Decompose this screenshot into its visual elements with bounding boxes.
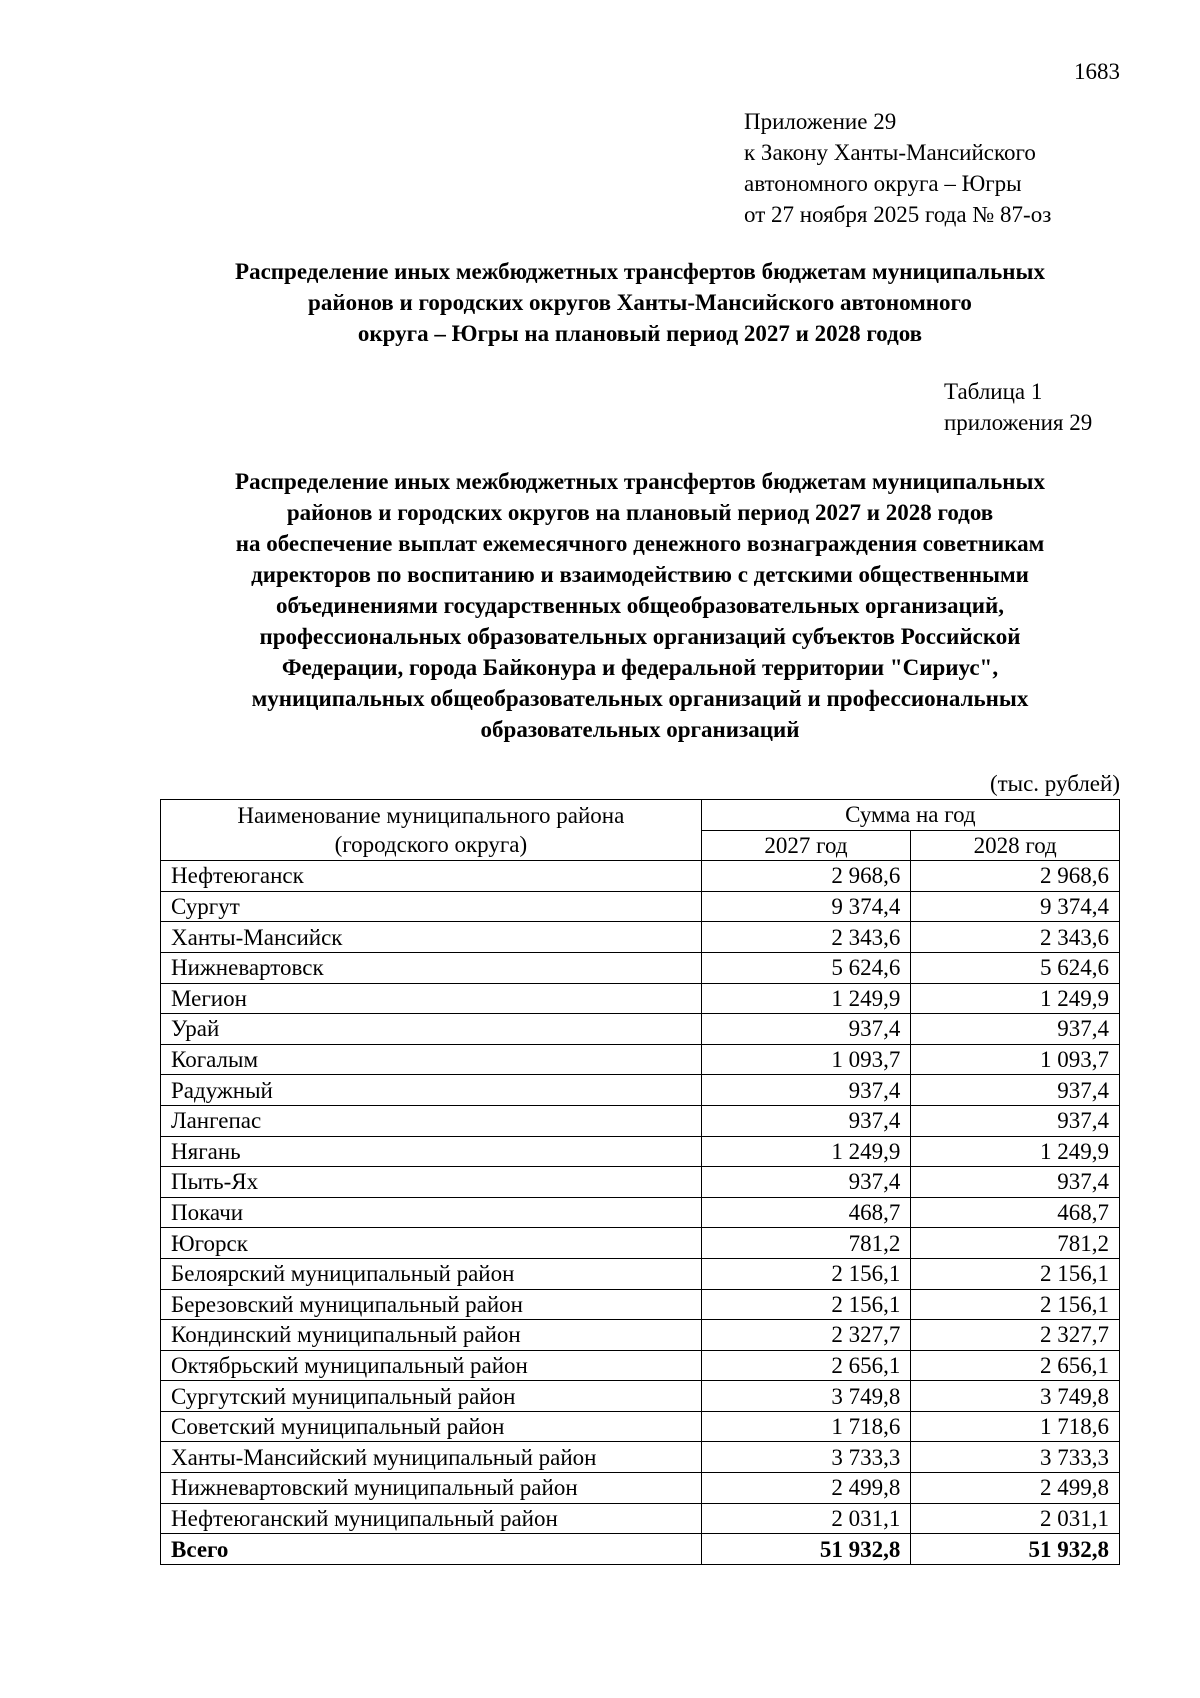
table-row: [161, 1228, 1120, 1259]
amount-2027: 5 624,6: [701, 952, 911, 983]
amount-2028: 937,4: [911, 1075, 1120, 1106]
table-body: [161, 861, 1120, 1565]
municipality-name: Кондинский муниципальный район: [161, 1320, 702, 1351]
total-label: Всего: [161, 1534, 702, 1565]
table-title-line: Распределение иных межбюджетных трансфертов бюджетам муниципальных: [235, 469, 1045, 494]
amount-2027: 781,2: [701, 1228, 911, 1259]
amount-2028: 2 031,1: [911, 1503, 1120, 1534]
main-title-line: Распределение иных межбюджетных трансфертов бюджетам муниципальных: [235, 259, 1045, 284]
amount-2027: 468,7: [701, 1197, 911, 1228]
distribution-table: [160, 799, 1120, 1565]
table-row: [161, 1167, 1120, 1198]
table-row: [161, 1105, 1120, 1136]
column-header-2028: 2028 год: [911, 830, 1120, 861]
municipality-name: Радужный: [161, 1075, 702, 1106]
table-row: [161, 1350, 1120, 1381]
amount-2027: 2 343,6: [701, 922, 911, 953]
municipality-name: Нефтеюганск: [161, 861, 702, 892]
municipality-name: Урай: [161, 1014, 702, 1045]
municipality-name: Нефтеюганский муниципальный район: [161, 1503, 702, 1534]
table-row: [161, 1411, 1120, 1442]
table-ref-line: Таблица 1: [944, 379, 1043, 404]
appendix-line: Приложение 29: [744, 109, 897, 134]
amount-2027: 3 749,8: [701, 1381, 911, 1412]
amount-2028: 2 327,7: [911, 1320, 1120, 1351]
table-row: [161, 1320, 1120, 1351]
units-label: (тыс. рублей): [989, 771, 1120, 796]
table-row: [161, 952, 1120, 983]
column-header-name: [161, 800, 702, 861]
table-row: [161, 1014, 1120, 1045]
amount-2028: 2 656,1: [911, 1350, 1120, 1381]
table-header-row: [161, 800, 1120, 831]
amount-2027: 2 499,8: [701, 1473, 911, 1504]
amount-2027: 1 249,9: [701, 983, 911, 1014]
amount-2027: 2 156,1: [701, 1289, 911, 1320]
amount-2028: 781,2: [911, 1228, 1120, 1259]
table-row: [161, 1442, 1120, 1473]
amount-2027: 1 718,6: [701, 1411, 911, 1442]
appendix-reference: [744, 106, 1051, 230]
table-row: [161, 1258, 1120, 1289]
amount-2027: 937,4: [701, 1075, 911, 1106]
table-row: [161, 861, 1120, 892]
municipality-name: Нижневартовский муниципальный район: [161, 1473, 702, 1504]
amount-2027: 2 968,6: [701, 861, 911, 892]
amount-2028: 5 624,6: [911, 952, 1120, 983]
appendix-line: от 27 ноября 2025 года № 87-оз: [744, 202, 1052, 227]
table-row: [161, 1289, 1120, 1320]
amount-2028: 1 093,7: [911, 1044, 1120, 1075]
column-header-name-line: (городского округа): [334, 832, 528, 858]
municipality-name: Нижневартовск: [161, 952, 702, 983]
table-row: [161, 1473, 1120, 1504]
total-row: [161, 1534, 1120, 1565]
amount-2028: 3 733,3: [911, 1442, 1120, 1473]
table-row: [161, 1044, 1120, 1075]
amount-2027: 937,4: [701, 1167, 911, 1198]
amount-2028: 937,4: [911, 1105, 1120, 1136]
total-2027: 51 932,8: [701, 1534, 911, 1565]
page-number: 1683: [1074, 59, 1120, 84]
table-row: [161, 1381, 1120, 1412]
amount-2027: 2 656,1: [701, 1350, 911, 1381]
amount-2028: 937,4: [911, 1014, 1120, 1045]
table-title-line: муниципальных общеобразовательных организаций и профессиональных: [251, 686, 1029, 711]
table-title-line: объединениями государственных общеобразовательных организаций,: [275, 593, 1005, 618]
column-header-2027: 2027 год: [701, 830, 911, 861]
main-title-line: районов и городских округов Ханты-Мансийского автономного: [308, 290, 972, 315]
table-title-line: директоров по воспитанию и взаимодействию с детскими общественными: [251, 562, 1029, 587]
main-title: [160, 256, 1120, 349]
amount-2028: 1 718,6: [911, 1411, 1120, 1442]
table-row: [161, 1197, 1120, 1228]
municipality-name: Советский муниципальный район: [161, 1411, 702, 1442]
amount-2028: 2 343,6: [911, 922, 1120, 953]
municipality-name: Мегион: [161, 983, 702, 1014]
amount-2028: 2 499,8: [911, 1473, 1120, 1504]
amount-2027: 1 093,7: [701, 1044, 911, 1075]
amount-2028: 2 156,1: [911, 1258, 1120, 1289]
amount-2028: 468,7: [911, 1197, 1120, 1228]
table-reference: [944, 376, 1092, 438]
table-row: [161, 983, 1120, 1014]
main-title-line: округа – Югры на плановый период 2027 и 2028 годов: [357, 321, 923, 346]
table-title-line: Федерации, города Байконура и федеральной территории "Сириус",: [281, 655, 999, 680]
municipality-name: Сургут: [161, 891, 702, 922]
municipality-name: Октябрьский муниципальный район: [161, 1350, 702, 1381]
column-header-name-line: Наименование муниципального района: [237, 803, 625, 829]
table-title-line: профессиональных образовательных организаций субъектов Российской: [259, 624, 1021, 649]
table-ref-line: приложения 29: [944, 410, 1093, 435]
municipality-name: Пыть-Ях: [161, 1167, 702, 1198]
amount-2028: 2 156,1: [911, 1289, 1120, 1320]
municipality-name: Югорск: [161, 1228, 702, 1259]
table-row: [161, 1136, 1120, 1167]
amount-2028: 937,4: [911, 1167, 1120, 1198]
column-header-sum: Сумма на год: [701, 800, 1119, 831]
amount-2027: 3 733,3: [701, 1442, 911, 1473]
amount-2028: 3 749,8: [911, 1381, 1120, 1412]
amount-2027: 2 156,1: [701, 1258, 911, 1289]
municipality-name: Лангепас: [161, 1105, 702, 1136]
amount-2028: 1 249,9: [911, 983, 1120, 1014]
municipality-name: Белоярский муниципальный район: [161, 1258, 702, 1289]
amount-2028: 2 968,6: [911, 861, 1120, 892]
table-row: [161, 922, 1120, 953]
amount-2027: 2 031,1: [701, 1503, 911, 1534]
table-title-line: образовательных организаций: [480, 717, 800, 742]
municipality-name: Когалым: [161, 1044, 702, 1075]
amount-2027: 1 249,9: [701, 1136, 911, 1167]
table-title: [160, 466, 1120, 745]
municipality-name: Сургутский муниципальный район: [161, 1381, 702, 1412]
table-row: [161, 891, 1120, 922]
appendix-line: автономного округа – Югры: [744, 171, 1022, 196]
table-title-line: на обеспечение выплат ежемесячного денежного вознаграждения советникам: [235, 531, 1045, 556]
amount-2028: 9 374,4: [911, 891, 1120, 922]
table-title-line: районов и городских округов на плановый период 2027 и 2028 годов: [286, 500, 994, 525]
amount-2027: 2 327,7: [701, 1320, 911, 1351]
municipality-name: Ханты-Мансийский муниципальный район: [161, 1442, 702, 1473]
total-2028: 51 932,8: [911, 1534, 1120, 1565]
table-row: [161, 1503, 1120, 1534]
municipality-name: Покачи: [161, 1197, 702, 1228]
table-row: [161, 1075, 1120, 1106]
municipality-name: Ханты-Мансийск: [161, 922, 702, 953]
amount-2028: 1 249,9: [911, 1136, 1120, 1167]
municipality-name: Березовский муниципальный район: [161, 1289, 702, 1320]
municipality-name: Нягань: [161, 1136, 702, 1167]
amount-2027: 937,4: [701, 1105, 911, 1136]
amount-2027: 937,4: [701, 1014, 911, 1045]
amount-2027: 9 374,4: [701, 891, 911, 922]
appendix-line: к Закону Ханты-Мансийского: [744, 140, 1036, 165]
